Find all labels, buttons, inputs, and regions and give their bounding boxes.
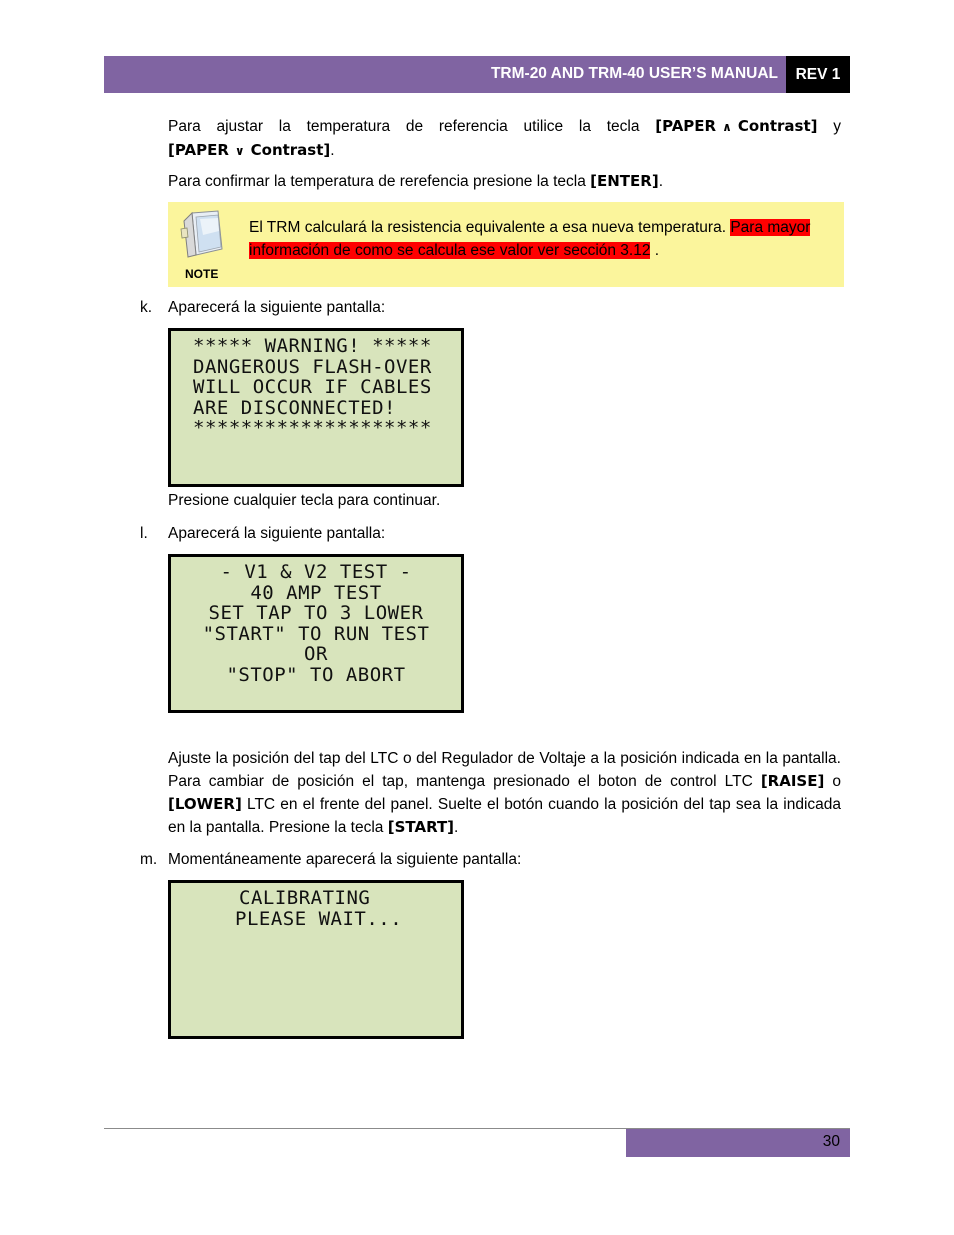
- manual-title: TRM-20 AND TRM-40 USER’S MANUAL: [490, 65, 778, 82]
- note-text: El TRM calculará la resistencia equivalente a esa nueva temperatura. Para mayor información de como se calcula ese valor ver sección 3.12 .: [249, 219, 811, 259]
- lcd-line: SET TAP TO 3 LOWER: [208, 602, 424, 624]
- header-bar: [104, 56, 786, 93]
- key-lower: [LOWER]: [168, 795, 242, 813]
- lcd-line: WILL OCCUR IF CABLES: [193, 376, 432, 398]
- lcd-screen-test: [168, 554, 464, 713]
- lcd-screen-calibrating: [168, 880, 464, 1039]
- lcd-line: DANGEROUS FLASH-OVER: [193, 355, 432, 378]
- item-m-letter: m.: [140, 851, 158, 868]
- page-number: 30: [822, 1133, 840, 1150]
- lcd-screen-warning: [168, 328, 464, 487]
- up-arrow-icon: ∧: [722, 120, 732, 134]
- item-k-letter: k.: [140, 299, 153, 316]
- paragraph-confirm-temperature: Para confirmar la temperatura de rerefencia presione la tecla [ENTER].: [168, 172, 664, 190]
- key-paper-up: [PAPER ∧ Contrast]: [655, 117, 818, 135]
- notepad-icon: [178, 207, 224, 259]
- lcd-line: 40 AMP TEST: [250, 581, 382, 604]
- paragraph-reference-temperature: Para ajustar la temperatura de referencia utilice la tecla [PAPER ∧ Contrast] y [PAPER ∨ Contrast].: [168, 117, 841, 159]
- lcd-line: ***** WARNING! *****: [193, 335, 432, 357]
- lcd-line: - V1 & V2 TEST -: [220, 561, 412, 583]
- lcd-line: "START" TO RUN TEST: [202, 622, 430, 645]
- footer-bar: [626, 1129, 850, 1157]
- lcd-line: CALIBRATING: [239, 887, 371, 909]
- lcd-line: "STOP" TO ABORT: [226, 663, 406, 686]
- revision-badge: REV 1: [786, 56, 850, 93]
- key-enter: [ENTER]: [590, 172, 659, 190]
- key-paper-down: [PAPER ∨ Contrast]: [168, 141, 331, 159]
- item-k-text: Aparecerá la siguiente pantalla:: [168, 299, 386, 316]
- lcd-line: ********************: [193, 417, 432, 439]
- key-start: [START]: [387, 818, 455, 836]
- note-box: [168, 202, 844, 287]
- item-m-text: Momentáneamente aparecerá la siguiente pantalla:: [168, 851, 522, 868]
- lcd-line: PLEASE WAIT...: [235, 907, 403, 930]
- key-raise: [RAISE]: [760, 772, 825, 790]
- press-any-key-text: Presione cualquier tecla para continuar.: [168, 492, 441, 509]
- note-label: NOTE: [185, 267, 219, 281]
- lcd-line: ARE DISCONNECTED!: [193, 396, 396, 419]
- paragraph-adjust-tap: Ajuste la posición del tap del LTC o del Regulador de Voltaje a la posición indicada en la pantalla. Para cambiar de posición el tap, mantenga presionado el boton de control LTC [RAISE] o [LOWER] LTC en el frente del panel. Suelte el botón cuando la posición del tap sea la indicada en la pantalla. Presione la tecla [START].: [168, 750, 841, 836]
- note-highlight: Para mayor información de como se calcula ese valor ver sección 3.12: [249, 219, 811, 259]
- item-l-letter: l.: [140, 525, 148, 542]
- down-arrow-icon: ∨: [234, 144, 245, 158]
- lcd-line: OR: [304, 643, 328, 665]
- item-l-text: Aparecerá la siguiente pantalla:: [168, 525, 386, 542]
